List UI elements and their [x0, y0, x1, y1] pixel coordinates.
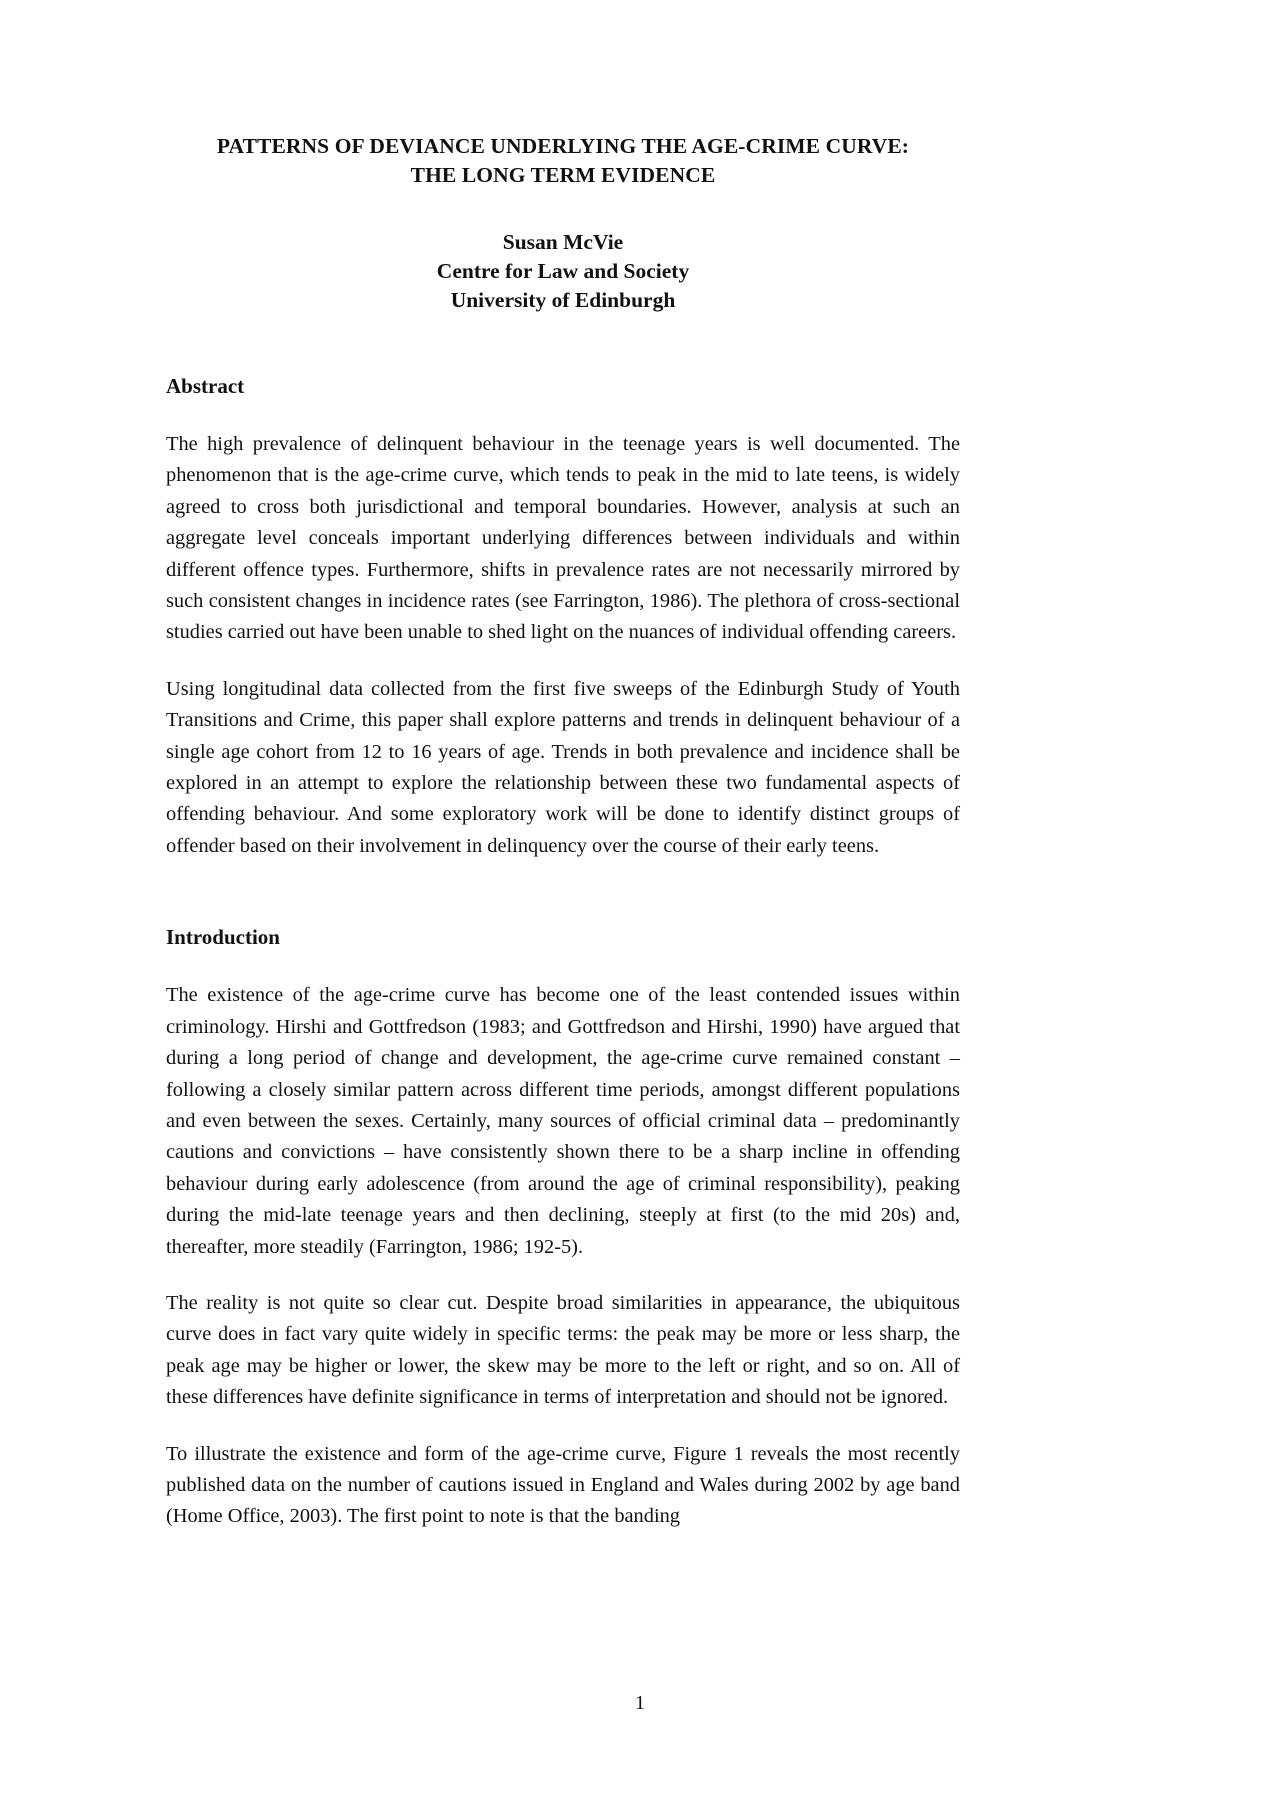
- page-content-column: [166, 0, 960, 1533]
- introduction-paragraph-1: The existence of the age-crime curve has become one of the least contended issues within criminology. Hirshi and Gottfredson (1983; and Gottfredson and Hirshi, 1990) have argued that during a long period of change and development, the age-crime curve remained constant – following a closely similar pattern across different time periods, amongst different populations and even between the sexes. Certainly, many sources of official criminal data – predominantly cautions and convictions – have consistently shown there to be a sharp incline in offending behaviour during early adolescence (from around the age of criminal responsibility), peaking during the mid-late teenage years and then declining, steeply at first (to the mid 20s) and, thereafter, more steadily (Farrington, 1986; 192-5).: [166, 984, 960, 1258]
- paper-title: [166, 132, 960, 190]
- section-heading-introduction: Introduction: [166, 925, 280, 950]
- section-heading-abstract: Abstract: [166, 374, 245, 398]
- introduction-paragraph-2: The reality is not quite so clear cut. Despite broad similarities in appearance, the ubiquitous curve does in fact vary quite widely in specific terms: the peak may be more or less sharp, the peak age may be higher or lower, the skew may be more to the left or right, and so on. All of these differences have definite significance in terms of interpretation and should not be ignored.: [166, 1291, 960, 1409]
- paper-title-line-2: THE LONG TERM EVIDENCE: [410, 163, 716, 187]
- abstract-paragraph-1: The high prevalence of delinquent behaviour in the teenage years is well documented. The phenomenon that is the age-crime curve, which tends to peak in the mid to late teens, is widely agreed to cross both jurisdictional and temporal boundaries. However, analysis at such an aggregate level conceals important underlying differences between individuals and within different offence types. Furthermore, shifts in prevalence rates are not necessarily mirrored by such consistent changes in incidence rates (see Farrington, 1986). The plethora of cross-sectional studies carried out have been unable to shed light on the nuances of individual offending careers.: [166, 433, 960, 644]
- author-affiliation-block: [166, 228, 960, 315]
- author-name: Susan McVie: [502, 230, 624, 254]
- page-number-footer: 1: [634, 1692, 646, 1714]
- paper-title-line-1: PATTERNS OF DEVIANCE UNDERLYING THE AGE-CRIME CURVE:: [216, 134, 910, 158]
- author-department: Centre for Law and Society: [436, 259, 690, 283]
- introduction-paragraph-3: To illustrate the existence and form of the age-crime curve, Figure 1 reveals the most recently published data on the number of cautions issued in England and Wales during 2002 by age band (Home Office, 2003). The first point to note is that the banding: [166, 1442, 960, 1528]
- abstract-paragraph-2: Using longitudinal data collected from the first five sweeps of the Edinburgh Study of Youth Transitions and Crime, this paper shall explore patterns and trends in delinquent behaviour of a single age cohort from 12 to 16 years of age. Trends in both prevalence and incidence shall be explored in an attempt to explore the relationship between these two fundamental aspects of offending behaviour. And some exploratory work will be done to identify distinct groups of offender based on their involvement in delinquency over the course of their early teens.: [166, 677, 960, 857]
- author-institution: University of Edinburgh: [450, 288, 676, 312]
